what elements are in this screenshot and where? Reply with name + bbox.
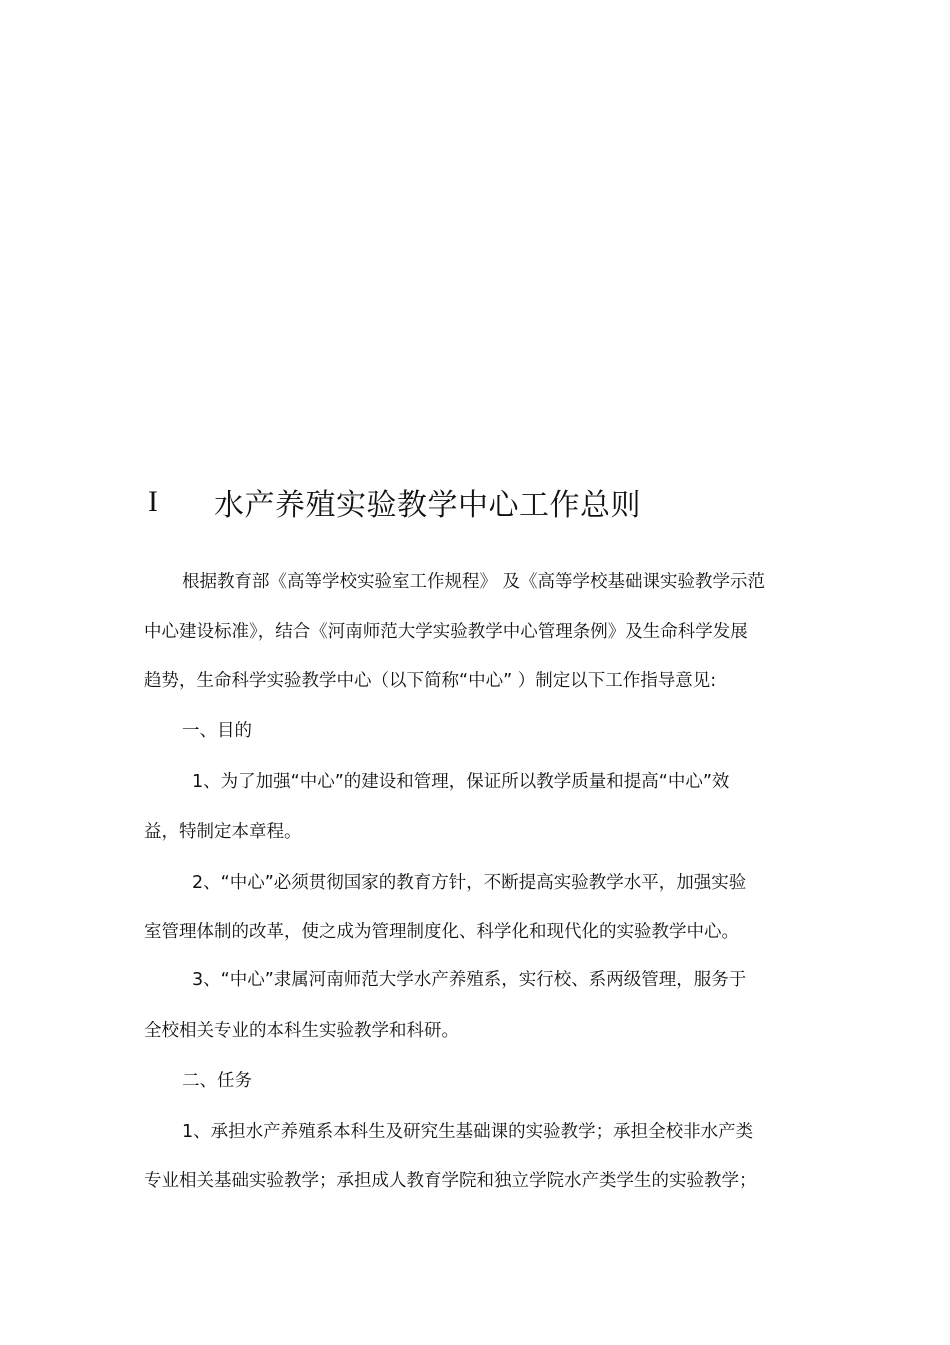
paragraph-line: 2、“中心”必须贯彻国家的教育方针，不断提高实验教学水平，加强实验 xyxy=(192,873,747,893)
paragraph-line: 根据教育部《高等学校实验室工作规程》 及《高等学校基础课实验教学示范 xyxy=(182,572,766,592)
paragraph-line: 益，特制定本章程。 xyxy=(144,822,302,842)
subsection-heading: 二、任务 xyxy=(182,1071,252,1091)
paragraph-line: 3、“中心”隶属河南师范大学水产养殖系，实行校、系两级管理，服务于 xyxy=(192,970,747,990)
paragraph-line: 1、为了加强“中心”的建设和管理，保证所以教学质量和提高“中心”效 xyxy=(192,772,730,792)
paragraph-line: 1、承担水产养殖系本科生及研究生基础课的实验教学；承担全校非水产类 xyxy=(182,1122,754,1142)
paragraph-line: 全校相关专业的本科生实验教学和科研。 xyxy=(144,1021,459,1041)
section-heading xyxy=(148,478,641,526)
paragraph-line: 室管理体制的改革，使之成为管理制度化、科学化和现代化的实验教学中心。 xyxy=(144,922,739,942)
section-number: I xyxy=(148,485,159,518)
paragraph-line: 中心建设标准》，结合《河南师范大学实验教学中心管理条例》及生命科学发展 xyxy=(144,622,748,642)
subsection-heading: 一、目的 xyxy=(182,721,252,741)
paragraph-line: 趋势，生命科学实验教学中心（以下简称“中心” ）制定以下工作指导意见: xyxy=(144,671,717,691)
section-title: 水产养殖实验教学中心工作总则 xyxy=(214,488,641,523)
paragraph-line: 专业相关基础实验教学；承担成人教育学院和独立学院水产类学生的实验教学； xyxy=(144,1171,757,1191)
